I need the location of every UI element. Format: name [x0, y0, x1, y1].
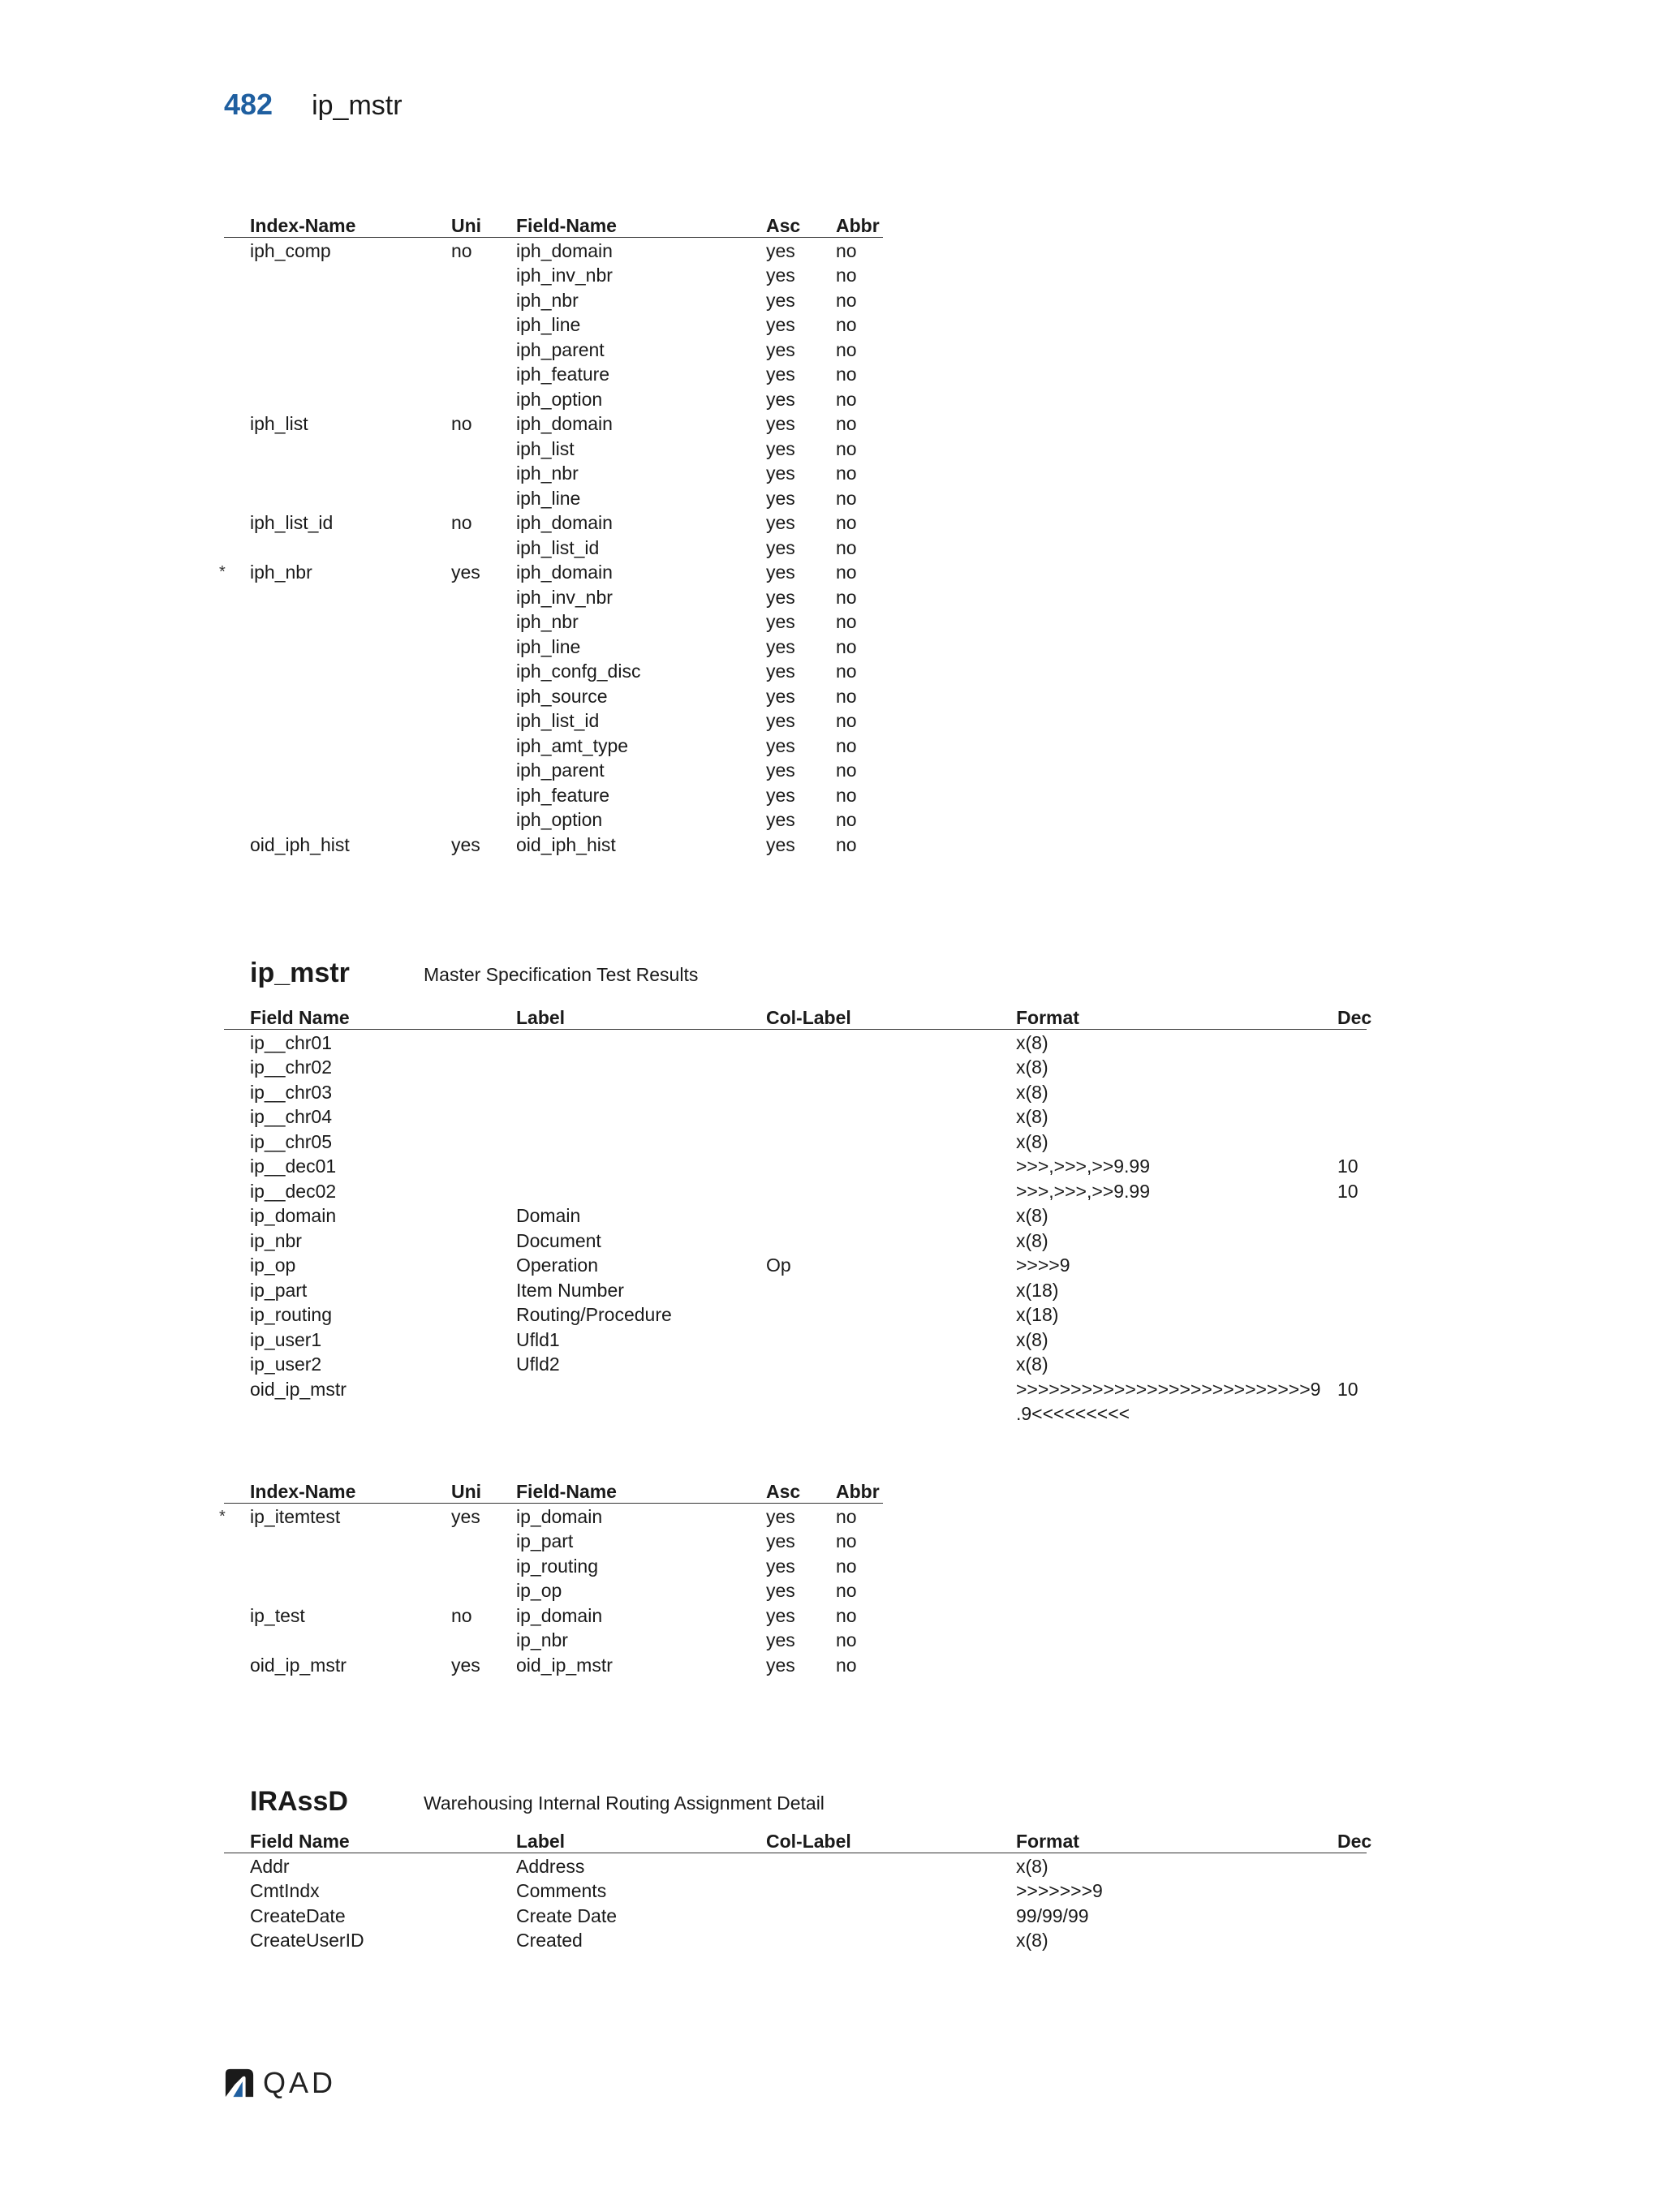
table-row — [224, 1928, 1367, 1952]
cell-asc: yes — [766, 1604, 795, 1626]
table-row — [224, 1179, 1367, 1203]
cell-abbr: no — [836, 1654, 857, 1676]
table-row — [219, 560, 883, 584]
cell-name: ip__chr02 — [250, 1057, 333, 1078]
primary-index-marker: * — [219, 1507, 226, 1526]
table-row — [224, 1628, 883, 1652]
cell-abbr: no — [836, 833, 857, 855]
table-row — [224, 585, 883, 609]
cell-field: iph_domain — [516, 512, 613, 533]
column-header-index: Index-Name — [250, 215, 356, 236]
cell-asc: yes — [766, 463, 795, 484]
logo-text: QAD — [263, 2066, 337, 2099]
cell-abbr: no — [836, 239, 857, 261]
cell-dec: 10 — [1337, 1180, 1358, 1202]
cell-name: ip__chr03 — [250, 1081, 333, 1103]
table-row — [224, 1130, 1367, 1154]
cell-label: Ufld2 — [516, 1353, 560, 1375]
column-header-asc: Asc — [766, 1481, 801, 1502]
table-row — [224, 1854, 1367, 1878]
table-row — [224, 1203, 1367, 1228]
table-row — [224, 437, 883, 461]
column-header-abbr: Abbr — [836, 1481, 880, 1502]
cell-asc: yes — [766, 289, 795, 311]
column-header-dec: Dec — [1337, 1831, 1372, 1852]
column-header-format: Format — [1016, 1007, 1079, 1028]
cell-asc: yes — [766, 338, 795, 360]
cell-label: Domain — [516, 1205, 581, 1226]
cell-abbr: no — [836, 1505, 857, 1527]
cell-abbr: no — [836, 265, 857, 286]
cell-label: Comments — [516, 1880, 607, 1901]
cell-asc: yes — [766, 562, 795, 583]
table-row — [224, 536, 883, 560]
cell-abbr: no — [836, 611, 857, 632]
cell-format: x(8) — [1016, 1081, 1048, 1103]
cell-asc: yes — [766, 413, 795, 434]
cell-field: iph_feature — [516, 784, 610, 806]
cell-format: >>>,>>>,>>9.99 — [1016, 1155, 1150, 1177]
table-row — [224, 312, 883, 337]
cell-asc: yes — [766, 536, 795, 558]
cell-field: iph_option — [516, 809, 603, 830]
cell-abbr: no — [836, 1555, 857, 1577]
cell-field: ip_nbr — [516, 1629, 568, 1650]
cell-dec: 10 — [1337, 1378, 1358, 1400]
cell-format: x(8) — [1016, 1328, 1048, 1350]
cell-asc: yes — [766, 265, 795, 286]
cell-name: Addr — [250, 1855, 290, 1877]
cell-field: ip_domain — [516, 1604, 603, 1626]
cell-field: iph_domain — [516, 562, 613, 583]
column-header-col-label: Col-Label — [766, 1831, 851, 1852]
cell-field: oid_iph_hist — [516, 833, 616, 855]
cell-asc: yes — [766, 487, 795, 509]
cell-asc: yes — [766, 1555, 795, 1577]
column-header-uni: Uni — [451, 215, 482, 236]
page-header-title: ip_mstr — [312, 90, 403, 121]
column-header-dec: Dec — [1337, 1007, 1372, 1028]
column-header-label: Label — [516, 1007, 566, 1028]
table-row — [224, 609, 883, 634]
cell-abbr: no — [836, 586, 857, 608]
cell-name: ip__chr04 — [250, 1106, 333, 1127]
table-header-row — [224, 1479, 883, 1504]
cell-field: iph_domain — [516, 239, 613, 261]
cell-index: iph_nbr — [250, 562, 312, 583]
table-row — [224, 1229, 1367, 1253]
cell-index: iph_list_id — [250, 512, 334, 533]
cell-format: x(8) — [1016, 1353, 1048, 1375]
cell-uni: no — [451, 413, 472, 434]
cell-name: ip_domain — [250, 1205, 337, 1226]
table-header-row — [224, 1005, 1372, 1030]
cell-label: Item Number — [516, 1279, 624, 1301]
cell-asc: yes — [766, 685, 795, 707]
table-header-row — [224, 1829, 1372, 1853]
cell-asc: yes — [766, 1505, 795, 1527]
cell-name: ip_part — [250, 1279, 308, 1301]
cell-format: x(8) — [1016, 1106, 1048, 1127]
table-row — [224, 411, 883, 436]
cell-abbr: no — [836, 635, 857, 657]
table-row — [224, 1352, 1367, 1376]
cell-abbr: no — [836, 338, 857, 360]
table-row — [224, 510, 883, 535]
cell-asc: yes — [766, 586, 795, 608]
cell-name: CreateUserID — [250, 1930, 364, 1951]
cell-field: iph_feature — [516, 364, 610, 385]
table-row — [224, 635, 883, 659]
cell-field: iph_parent — [516, 760, 605, 781]
cell-name: ip_nbr — [250, 1229, 302, 1251]
cell-abbr: no — [836, 1604, 857, 1626]
table-row — [224, 1104, 1367, 1129]
table-row — [224, 239, 883, 263]
cell-format: x(8) — [1016, 1229, 1048, 1251]
cell-name: ip_op — [250, 1254, 296, 1276]
cell-asc: yes — [766, 833, 795, 855]
table-heading-ip-mstr — [250, 958, 699, 989]
table-row — [224, 1401, 1367, 1426]
cell-format: x(18) — [1016, 1279, 1059, 1301]
table-row — [224, 1328, 1367, 1352]
cell-name: ip__chr01 — [250, 1031, 333, 1053]
cell-name: oid_ip_mstr — [250, 1378, 347, 1400]
cell-abbr: no — [836, 661, 857, 682]
table-row — [224, 461, 883, 485]
cell-abbr: no — [836, 1629, 857, 1650]
table-row — [224, 807, 883, 832]
cell-abbr: no — [836, 437, 857, 459]
page-header — [224, 88, 403, 127]
cell-field: iph_inv_nbr — [516, 586, 613, 608]
column-header-name: Field Name — [250, 1007, 350, 1028]
cell-index: oid_iph_hist — [250, 833, 350, 855]
table-row — [224, 1253, 1367, 1277]
cell-uni: yes — [451, 1505, 480, 1527]
cell-asc: yes — [766, 784, 795, 806]
qad-logo-icon — [224, 2068, 255, 2098]
table-row — [224, 758, 883, 782]
cell-label: Operation — [516, 1254, 599, 1276]
table-row — [224, 1578, 883, 1603]
table-row — [224, 362, 883, 386]
cell-label: Ufld1 — [516, 1328, 560, 1350]
cell-name: CreateDate — [250, 1904, 346, 1926]
cell-format: x(8) — [1016, 1057, 1048, 1078]
column-header-label: Label — [516, 1831, 566, 1852]
column-header-field: Field-Name — [516, 1481, 617, 1502]
cell-field: oid_ip_mstr — [516, 1654, 613, 1676]
cell-field: iph_nbr — [516, 289, 579, 311]
cell-abbr: no — [836, 562, 857, 583]
column-header-format: Format — [1016, 1831, 1079, 1852]
cell-asc: yes — [766, 661, 795, 682]
cell-index: ip_itemtest — [250, 1505, 341, 1527]
table-heading-irassd — [250, 1786, 825, 1818]
cell-field: iph_source — [516, 685, 608, 707]
cell-uni: yes — [451, 562, 480, 583]
page-number: 482 — [224, 88, 273, 121]
column-header-asc: Asc — [766, 215, 801, 236]
cell-index: ip_test — [250, 1604, 305, 1626]
cell-asc: yes — [766, 809, 795, 830]
cell-abbr: no — [836, 784, 857, 806]
cell-field: iph_nbr — [516, 611, 579, 632]
cell-asc: yes — [766, 388, 795, 410]
cell-label: Address — [516, 1855, 585, 1877]
cell-col-label: Op — [766, 1254, 791, 1276]
cell-name: CmtIndx — [250, 1880, 320, 1901]
table-row — [224, 288, 883, 312]
table-row — [224, 659, 883, 683]
cell-abbr: no — [836, 487, 857, 509]
table-row — [224, 1554, 883, 1578]
cell-name: ip__dec01 — [250, 1155, 337, 1177]
cell-format: x(8) — [1016, 1130, 1048, 1152]
cell-abbr: no — [836, 760, 857, 781]
table-row — [224, 1904, 1367, 1928]
table-row — [224, 1529, 883, 1553]
cell-format: x(18) — [1016, 1304, 1059, 1325]
cell-field: iph_line — [516, 635, 581, 657]
table-row — [224, 1154, 1367, 1178]
cell-abbr: no — [836, 536, 857, 558]
cell-field: iph_list — [516, 437, 575, 459]
cell-name: ip__chr05 — [250, 1130, 333, 1152]
table-row — [224, 684, 883, 708]
table-row — [224, 1031, 1367, 1055]
cell-asc: yes — [766, 1654, 795, 1676]
cell-field: iph_nbr — [516, 463, 579, 484]
cell-abbr: no — [836, 1580, 857, 1601]
cell-field: ip_op — [516, 1580, 562, 1601]
table-row — [224, 1603, 883, 1628]
table-description: Master Specification Test Results — [424, 964, 699, 985]
cell-asc: yes — [766, 1580, 795, 1601]
cell-asc: yes — [766, 611, 795, 632]
cell-field: iph_line — [516, 487, 581, 509]
table-row — [224, 734, 883, 758]
column-header-uni: Uni — [451, 1481, 482, 1502]
cell-format: >>>>>>>>>>>>>>>>>>>>>>>>>>>9 — [1016, 1378, 1321, 1400]
column-header-col-label: Col-Label — [766, 1007, 851, 1028]
cell-name: ip_user1 — [250, 1328, 322, 1350]
cell-abbr: no — [836, 685, 857, 707]
cell-asc: yes — [766, 512, 795, 533]
table-row — [224, 486, 883, 510]
table-row — [224, 783, 883, 807]
cell-field: iph_domain — [516, 413, 613, 434]
qad-logo — [224, 2066, 336, 2100]
table-row — [224, 1055, 1367, 1079]
primary-index-marker: * — [219, 563, 226, 581]
cell-label: Created — [516, 1930, 583, 1951]
cell-uni: no — [451, 512, 472, 533]
cell-abbr: no — [836, 289, 857, 311]
cell-asc: yes — [766, 239, 795, 261]
cell-field: ip_routing — [516, 1555, 599, 1577]
cell-field: iph_parent — [516, 338, 605, 360]
cell-abbr: no — [836, 314, 857, 335]
cell-asc: yes — [766, 1530, 795, 1551]
cell-asc: yes — [766, 760, 795, 781]
cell-index: iph_list — [250, 413, 308, 434]
cell-field: iph_inv_nbr — [516, 265, 613, 286]
cell-format: 99/99/99 — [1016, 1904, 1089, 1926]
cell-index: oid_ip_mstr — [250, 1654, 347, 1676]
table-header-row — [224, 213, 883, 238]
cell-asc: yes — [766, 635, 795, 657]
cell-format: >>>,>>>,>>9.99 — [1016, 1180, 1150, 1202]
cell-asc: yes — [766, 734, 795, 756]
cell-field: iph_amt_type — [516, 734, 629, 756]
cell-format: >>>>>>>9 — [1016, 1880, 1103, 1901]
cell-asc: yes — [766, 314, 795, 335]
cell-format: .9<<<<<<<<< — [1016, 1403, 1130, 1424]
cell-abbr: no — [836, 1530, 857, 1551]
cell-asc: yes — [766, 1629, 795, 1650]
table-row — [224, 263, 883, 287]
cell-uni: no — [451, 1604, 472, 1626]
table-name: ip_mstr — [250, 958, 350, 988]
table-row — [224, 1302, 1367, 1327]
cell-name: ip_user2 — [250, 1353, 322, 1375]
column-header-field: Field-Name — [516, 215, 617, 236]
cell-format: x(8) — [1016, 1855, 1048, 1877]
cell-format: x(8) — [1016, 1205, 1048, 1226]
cell-abbr: no — [836, 809, 857, 830]
table-row — [224, 1653, 883, 1677]
table-row — [219, 1504, 883, 1529]
cell-uni: yes — [451, 833, 480, 855]
column-header-name: Field Name — [250, 1831, 350, 1852]
cell-format: >>>>9 — [1016, 1254, 1070, 1276]
cell-format: x(8) — [1016, 1031, 1048, 1053]
cell-uni: no — [451, 239, 472, 261]
cell-field: iph_option — [516, 388, 603, 410]
cell-abbr: no — [836, 388, 857, 410]
cell-index: iph_comp — [250, 239, 331, 261]
cell-field: iph_list_id — [516, 536, 600, 558]
cell-abbr: no — [836, 364, 857, 385]
cell-label: Routing/Procedure — [516, 1304, 672, 1325]
table-row — [224, 708, 883, 733]
column-header-index: Index-Name — [250, 1481, 356, 1502]
cell-label: Create Date — [516, 1904, 618, 1926]
column-header-abbr: Abbr — [836, 215, 880, 236]
cell-field: iph_confg_disc — [516, 661, 641, 682]
cell-format: x(8) — [1016, 1930, 1048, 1951]
table-row — [224, 1377, 1367, 1401]
cell-abbr: no — [836, 512, 857, 533]
cell-abbr: no — [836, 734, 857, 756]
table-row — [224, 387, 883, 411]
cell-abbr: no — [836, 463, 857, 484]
cell-dec: 10 — [1337, 1155, 1358, 1177]
table-description: Warehousing Internal Routing Assignment Detail — [424, 1792, 825, 1814]
cell-name: ip_routing — [250, 1304, 333, 1325]
table-row — [224, 833, 883, 857]
cell-field: iph_list_id — [516, 710, 600, 731]
cell-abbr: no — [836, 413, 857, 434]
cell-field: ip_part — [516, 1530, 574, 1551]
table-row — [224, 1278, 1367, 1302]
cell-asc: yes — [766, 710, 795, 731]
cell-field: ip_domain — [516, 1505, 603, 1527]
cell-asc: yes — [766, 364, 795, 385]
table-row — [224, 1080, 1367, 1104]
cell-abbr: no — [836, 710, 857, 731]
table-name: IRAssD — [250, 1786, 348, 1817]
table-row — [224, 1878, 1367, 1903]
cell-name: ip__dec02 — [250, 1180, 337, 1202]
cell-label: Document — [516, 1229, 601, 1251]
cell-asc: yes — [766, 437, 795, 459]
table-row — [224, 338, 883, 362]
cell-uni: yes — [451, 1654, 480, 1676]
cell-field: iph_line — [516, 314, 581, 335]
